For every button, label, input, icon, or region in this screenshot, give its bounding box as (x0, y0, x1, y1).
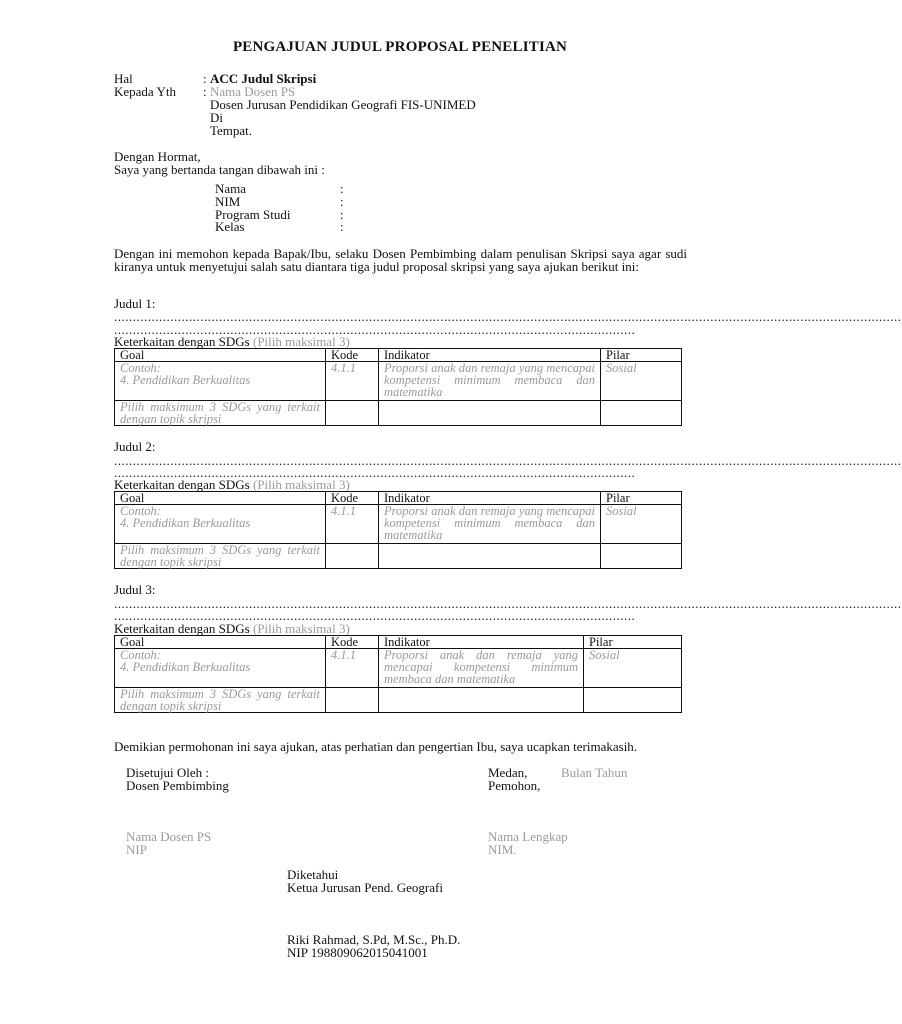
address-line-3: Tempat. (210, 123, 253, 138)
request-paragraph: Dengan ini memohon kepada Bapak/Ibu, selaku Dosen Pembimbing dalam penulisan Skripsi saya agar sudi kiranya untuk menyetujui salah satu diantara tiga judul proposal skripsi yang saya ajukan berikut ini: (114, 246, 687, 274)
header-goal: Goal (115, 349, 326, 362)
empty-kode-cell[interactable] (326, 544, 379, 569)
kepada-label: Kepada Yth (114, 84, 176, 99)
empty-indikator-cell[interactable] (379, 688, 584, 713)
page-title: PENGAJUAN JUDUL PROPOSAL PENELITIAN (232, 39, 568, 55)
header-kode: Kode (326, 349, 379, 362)
advisor-name: Nama Dosen PS (126, 829, 212, 844)
empty-pilar-cell[interactable] (584, 688, 682, 713)
header-pilar: Pilar (601, 492, 682, 505)
judul-2-dots-line-2: ........................................................................................................................................... (114, 465, 636, 480)
example-pilar: Sosial (601, 505, 682, 544)
empty-indikator-cell[interactable] (379, 544, 601, 569)
empty-kode-cell[interactable] (326, 688, 379, 713)
sdg-caption-note: (Pilih maksimal 3) (253, 621, 350, 636)
example-goal: Contoh: 4. Pendidikan Berkualitas (115, 505, 326, 544)
field-label-kelas: Kelas (215, 219, 245, 234)
place-label: Medan, (488, 765, 528, 780)
example-indikator: Proporsi anak dan remaja yang mencapai kompetensi minimum membaca dan matematika (379, 362, 601, 401)
sdg-table-1 (114, 348, 682, 426)
acknowledged-label: Diketahui (287, 867, 339, 882)
example-pilar: Sosial (601, 362, 682, 401)
sdg-table-3 (114, 635, 682, 713)
header-pilar: Pilar (584, 636, 682, 649)
example-goal: Contoh: 4. Pendidikan Berkualitas (115, 362, 326, 401)
judul-1-label: Judul 1: (114, 296, 156, 311)
field-label-program-studi: Program Studi (215, 207, 291, 222)
sdg-caption-3 (114, 622, 350, 635)
header-kode: Kode (326, 492, 379, 505)
example-indikator: Proporsi anak dan remaja yang mencapai kompetensi minimum membaca dan matematika (379, 649, 584, 688)
header-goal: Goal (115, 492, 326, 505)
hal-value: ACC Judul Skripsi (210, 71, 317, 86)
intro-text: Saya yang bertanda tangan dibawah ini : (114, 162, 325, 177)
department-head-name: Riki Rahmad, S.Pd, M.Sc., Ph.D. (287, 932, 461, 947)
sdg-caption-text: Keterkaitan dengan SDGs (114, 621, 250, 636)
department-head-label: Ketua Jurusan Pend. Geografi (287, 880, 443, 895)
instruction-cell: Pilih maksimum 3 SDGs yang terkait dengan topik skripsi (115, 401, 326, 426)
applicant-name: Nama Lengkap (488, 829, 568, 844)
judul-1-dots-line-1: .................................................................................................................................................................................................................. (114, 309, 902, 324)
greeting: Dengan Hormat, (114, 149, 201, 164)
kepada-value: Nama Dosen PS (210, 84, 296, 99)
judul-3-dots-line-2: ........................................................................................................................................... (114, 608, 636, 623)
empty-indikator-cell[interactable] (379, 401, 601, 426)
field-colon-program-studi: : (340, 207, 344, 222)
department-head-nip: NIP 198809062015041001 (287, 945, 428, 960)
empty-pilar-cell[interactable] (601, 544, 682, 569)
applicant-label: Pemohon, (488, 778, 541, 793)
sdg-caption-note: (Pilih maksimal 3) (253, 334, 350, 349)
hal-label: Hal (114, 71, 133, 86)
header-pilar: Pilar (601, 349, 682, 362)
sdg-caption-text: Keterkaitan dengan SDGs (114, 334, 250, 349)
judul-3-label: Judul 3: (114, 582, 156, 597)
empty-kode-cell[interactable] (326, 401, 379, 426)
applicant-nim: NIM. (488, 842, 517, 857)
example-pilar: Sosial (584, 649, 682, 688)
sdg-caption-1 (114, 335, 350, 348)
header-indikator: Indikator (379, 636, 584, 649)
judul-3-dots-line-1: .................................................................................................................................................................................................................. (114, 596, 902, 611)
judul-2-dots-line-1: .................................................................................................................................................................................................................. (114, 453, 902, 468)
sdg-table-2 (114, 491, 682, 569)
hal-colon: : (203, 71, 207, 86)
example-indikator: Proporsi anak dan remaja yang mencapai kompetensi minimum membaca dan matematika (379, 505, 601, 544)
example-goal: Contoh: 4. Pendidikan Berkualitas (115, 649, 326, 688)
example-kode: 4.1.1 (326, 505, 379, 544)
example-kode: 4.1.1 (326, 649, 379, 688)
field-colon-nama: : (340, 181, 344, 196)
header-indikator: Indikator (379, 492, 601, 505)
field-label-nama: Nama (215, 181, 247, 196)
header-indikator: Indikator (379, 349, 601, 362)
instruction-cell: Pilih maksimum 3 SDGs yang terkait dengan topik skripsi (115, 544, 326, 569)
approved-by-label: Disetujui Oleh : (126, 765, 210, 780)
header-kode: Kode (326, 636, 379, 649)
closing-text: Demikian permohonan ini saya ajukan, atas perhatian dan pengertian Ibu, saya ucapkan terimakasih. (114, 739, 638, 754)
address-line-2: Di (210, 110, 223, 125)
field-colon-kelas: : (340, 219, 344, 234)
advisor-label: Dosen Pembimbing (126, 778, 229, 793)
advisor-nip: NIP (126, 842, 147, 857)
header-goal: Goal (115, 636, 326, 649)
empty-pilar-cell[interactable] (601, 401, 682, 426)
example-kode: 4.1.1 (326, 362, 379, 401)
address-line-1: Dosen Jurusan Pendidikan Geografi FIS-UNIMED (210, 97, 476, 112)
kepada-colon: : (203, 84, 207, 99)
sdg-caption-text: Keterkaitan dengan SDGs (114, 477, 250, 492)
sdg-caption-2 (114, 478, 350, 491)
field-colon-nim: : (340, 194, 344, 209)
judul-1-dots-line-2: ........................................................................................................................................... (114, 322, 636, 337)
instruction-cell: Pilih maksimum 3 SDGs yang terkait dengan topik skripsi (115, 688, 326, 713)
field-label-nim: NIM (215, 194, 241, 209)
date-placeholder: Bulan Tahun (561, 765, 628, 780)
sdg-caption-note: (Pilih maksimal 3) (253, 477, 350, 492)
judul-2-label: Judul 2: (114, 439, 156, 454)
